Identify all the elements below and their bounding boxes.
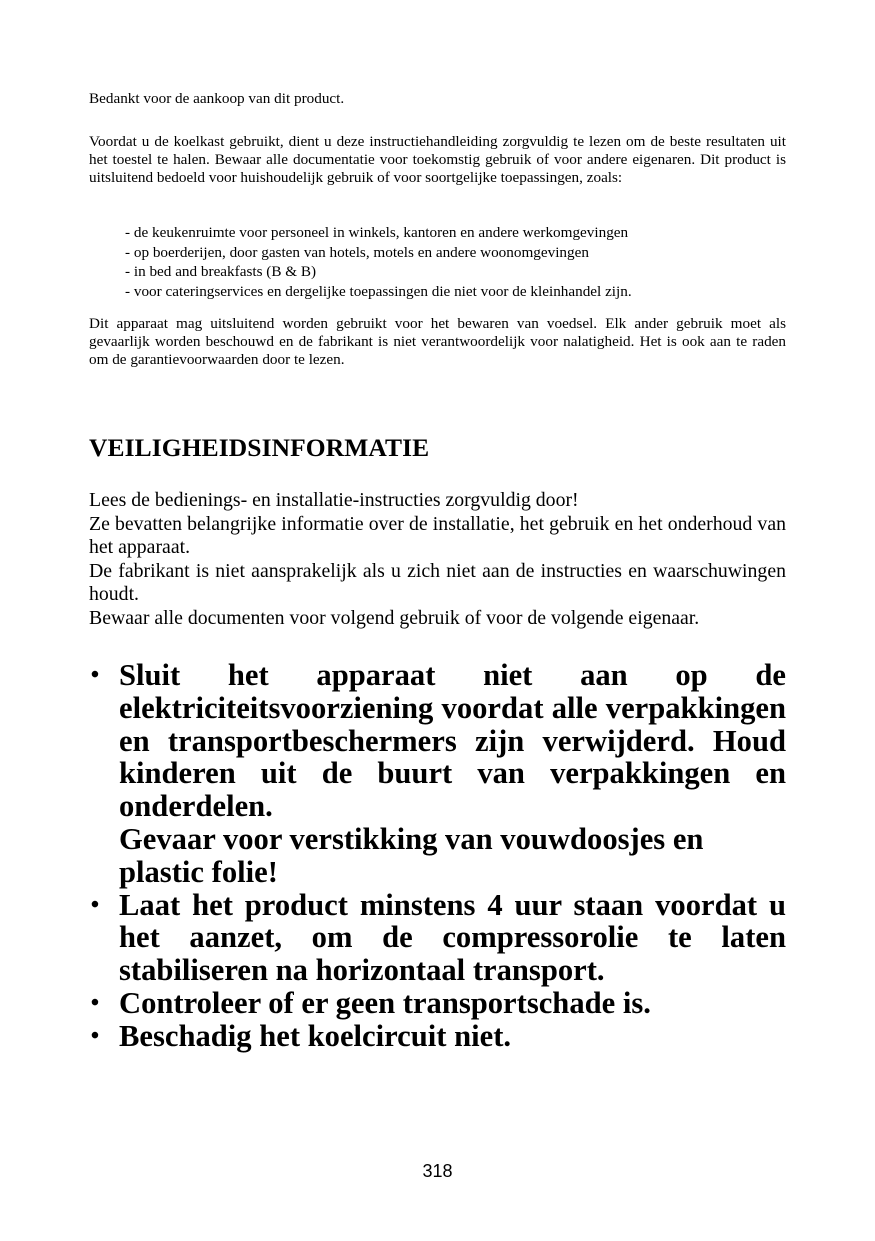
warning-danger-text: Gevaar voor verstikking van vouwdoosjes en plastic folie! [119, 821, 704, 889]
intro-paragraph: Voordat u de koelkast gebruikt, dient u deze instructiehandleiding zorgvuldig te lezen om de beste resultaten uit het toestel te halen. Bewaar alle documentatie voor toekomstig gebruik of voor andere eigenaren. Dit product is uitsluitend bedoeld voor huishoudelijk gebruik of voor soortgelijke toepassingen, zoals: [89, 133, 786, 186]
section-heading: VEILIGHEIDSINFORMATIE [89, 433, 430, 462]
intended-uses-list [125, 223, 632, 301]
warning-item [80, 889, 786, 987]
bullet-icon: • [90, 1022, 100, 1049]
warning-text: Laat het product minstens 4 uur staan voordat u het aanzet, om de compressorolie te laten stabiliseren na horizontaal transport. [119, 887, 786, 988]
warning-item [80, 1020, 786, 1053]
page-number: 318 [422, 1161, 453, 1181]
warning-text: Controleer of er geen transportschade is. [119, 985, 651, 1020]
warning-text: Sluit het apparaat niet aan op de elektriciteitsvoorziening voordat alle verpakkingen en transportbeschermers zijn verwijderd. Houd kinderen uit de buurt van verpakkingen en onderdelen. [119, 658, 786, 824]
list-item: - voor cateringservices en dergelijke toepassingen die niet voor de kleinhandel zijn. [125, 282, 632, 300]
safety-warnings-list [80, 659, 786, 1053]
warning-text: Beschadig het koelcircuit niet. [119, 1018, 512, 1053]
list-item: - in bed and breakfasts (B & B) [125, 263, 317, 280]
disclaimer-paragraph: Dit apparaat mag uitsluitend worden gebruikt voor het bewaren van voedsel. Elk ander gebruik moet als gevaarlijk worden beschouwd en de fabrikant is niet verantwoordelijk voor nalatigheid. Het is ook aan te raden om de garantievoorwaarden door te lezen. [89, 315, 786, 368]
bullet-icon: • [90, 891, 100, 918]
safety-intro-line: Bewaar alle documenten voor volgend gebruik of voor de volgende eigenaar. [89, 606, 700, 629]
safety-intro-line: Ze bevatten belangrijke informatie over de installatie, het gebruik en het onderhoud van het apparaat. [89, 512, 786, 559]
bullet-icon: • [90, 989, 100, 1016]
warning-item [80, 659, 786, 889]
list-item: - de keukenruimte voor personeel in winkels, kantoren en andere werkomgevingen [125, 224, 629, 241]
safety-intro-line: De fabrikant is niet aansprakelijk als u zich niet aan de instructies en waarschuwingen houdt. [89, 559, 786, 606]
safety-intro-line: Lees de bedienings- en installatie-instructies zorgvuldig door! [89, 489, 579, 511]
warning-item [80, 987, 786, 1020]
safety-intro [89, 489, 786, 631]
thanks-text: Bedankt voor de aankoop van dit product. [89, 90, 345, 107]
bullet-icon: • [90, 662, 100, 688]
list-item: - op boerderijen, door gasten van hotels, motels en andere woonomgevingen [125, 243, 589, 261]
